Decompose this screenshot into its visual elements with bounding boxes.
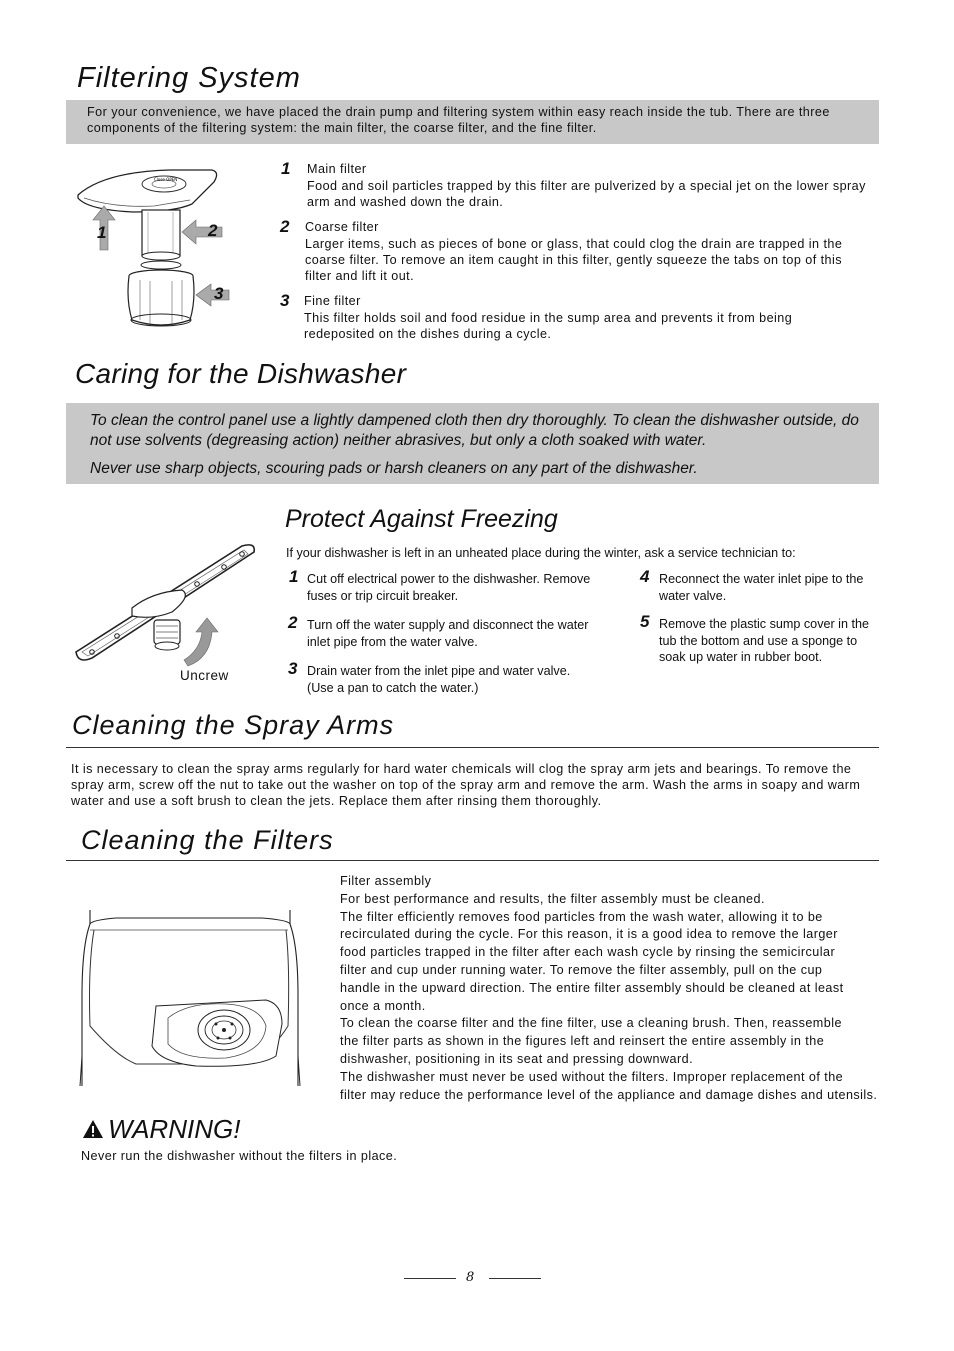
warning-title: WARNING! bbox=[108, 1113, 241, 1144]
step-text: Reconnect the water inlet pipe to the water valve. bbox=[659, 572, 864, 603]
warning-text: Never run the dishwasher without the filters in place. bbox=[81, 1149, 398, 1163]
filters-line: To clean the coarse filter and the fine filter, use a cleaning brush. Then, reassemble bbox=[340, 1016, 842, 1031]
filters-line: handle in the upward direction. The entire filter assembly should be cleaned at least bbox=[340, 980, 844, 995]
filters-line: The filter efficiently removes food particles from the wash water, allowing it to be bbox=[340, 909, 823, 924]
filter-drawing bbox=[74, 160, 254, 340]
step-number: 1 bbox=[289, 567, 299, 586]
step-number: 2 bbox=[288, 613, 298, 632]
callout-3: 3 bbox=[214, 284, 224, 303]
filter-illustration bbox=[74, 160, 254, 340]
freezing-intro: If your dishwasher is left in an unheated place during the winter, ask a service technician to: bbox=[286, 546, 796, 560]
step-number: 4 bbox=[640, 567, 650, 586]
spray-arm-drawing bbox=[72, 540, 262, 670]
warning-icon bbox=[82, 1119, 104, 1139]
page-number-rule-right bbox=[489, 1278, 541, 1279]
page-number: 8 bbox=[466, 1270, 475, 1285]
caring-title: Caring for the Dishwasher bbox=[75, 358, 407, 389]
item-text: Food and soil particles trapped by this filter are pulverized by a special jet on the lower spray arm and washed down the drain. bbox=[307, 179, 866, 209]
tub-illustration bbox=[76, 906, 302, 1088]
tub-drawing bbox=[76, 906, 302, 1088]
filters-line: filter may reduce the performance level of the appliance and damage dishes and utensils. bbox=[340, 1087, 878, 1102]
filters-line: the filter parts as shown in the figures left and reinsert the entire assembly in the bbox=[340, 1034, 825, 1049]
filtering-intro-text: For your convenience, we have placed the drain pump and filtering system within easy reach inside the tub. There are three components of the filtering system: the main filter, the coarse filter, and the fine filter. bbox=[87, 105, 830, 135]
caring-para-2: Never use sharp objects, scouring pads or harsh cleaners on any part of the dishwasher. bbox=[90, 460, 698, 477]
step-text: Cut off electrical power to the dishwasher. Remove fuses or trip circuit breaker. bbox=[307, 572, 591, 603]
step-number: 5 bbox=[640, 612, 650, 631]
filters-line: For best performance and results, the filter assembly must be cleaned. bbox=[340, 891, 765, 906]
filters-title: Cleaning the Filters bbox=[81, 825, 334, 855]
spray-arm-illustration bbox=[72, 540, 262, 670]
filters-line: once a month. bbox=[340, 998, 426, 1013]
step-text: Remove the plastic sump cover in the tub the bottom and use a sponge to soak up water in rubber boot. bbox=[659, 617, 869, 664]
spray-arms-rule bbox=[66, 747, 879, 748]
spray-arms-text: It is necessary to clean the spray arms regularly for hard water chemicals will clog the spray arm jets and bearings. To remove the spray arm, screw off the nut to take out the washer on top of the spray arm and remove the arm. Wash the arms in soapy and warm water and use a soft brush to clean the jets. Replace them after rinsing them thoroughly. bbox=[71, 762, 861, 808]
filters-line: recirculated during the cycle. For this reason, it is a good idea to remove the larger bbox=[340, 927, 838, 942]
callout-2: 2 bbox=[208, 221, 218, 240]
item-title: Main filter bbox=[307, 162, 367, 176]
caring-para-1: To clean the control panel use a lightly dampened cloth then dry thoroughly. To clean the dishwasher outside, do not use solvents (degreasing action) neither abrasives, but only a cloth soaked with water. bbox=[90, 412, 859, 449]
item-number: 1 bbox=[281, 159, 291, 178]
filters-line: food particles trapped in the filter after each wash cycle by rinsing the semicircular bbox=[340, 945, 836, 960]
filters-subtitle: Filter assembly bbox=[340, 874, 432, 888]
item-text: This filter holds soil and food residue in the sump area and prevents it from being redeposited on the dishes during a cycle. bbox=[304, 311, 793, 341]
page-number-rule-left bbox=[404, 1278, 456, 1279]
step-text: Drain water from the inlet pipe and water valve. (Use a pan to catch the water.) bbox=[307, 664, 571, 695]
svg-text:Close OPEN: Close OPEN bbox=[154, 177, 178, 182]
filtering-system-title: Filtering System bbox=[77, 62, 301, 94]
spray-arm-caption: Uncrew bbox=[180, 668, 229, 683]
item-title: Fine filter bbox=[304, 294, 361, 308]
filters-text-block bbox=[340, 873, 900, 1104]
step-text: Turn off the water supply and disconnect the water inlet pipe from the water valve. bbox=[307, 618, 589, 649]
filters-line: dishwasher, positioning in its seat and pressing downward. bbox=[340, 1051, 694, 1066]
warning-heading bbox=[82, 1114, 240, 1144]
filters-rule bbox=[66, 860, 879, 861]
item-number: 2 bbox=[280, 217, 290, 236]
step-number: 3 bbox=[288, 659, 298, 678]
callout-1: 1 bbox=[97, 223, 107, 242]
caring-box bbox=[66, 403, 879, 484]
item-title: Coarse filter bbox=[305, 220, 379, 234]
item-text: Larger items, such as pieces of bone or glass, that could clog the drain are trapped in the coarse filter. To remove an item caught in this filter, gently squeeze the tabs on top of this filter and lift it out. bbox=[305, 237, 843, 283]
spray-arms-title: Cleaning the Spray Arms bbox=[72, 710, 395, 740]
freezing-title: Protect Against Freezing bbox=[285, 505, 558, 533]
item-number: 3 bbox=[280, 291, 290, 310]
filters-line: The dishwasher must never be used without the filters. Improper replacement of the bbox=[340, 1069, 844, 1084]
filters-line: filter and cup under running water. To remove the filter assembly, pull on the cup bbox=[340, 962, 823, 977]
filtering-intro-box bbox=[66, 100, 879, 144]
